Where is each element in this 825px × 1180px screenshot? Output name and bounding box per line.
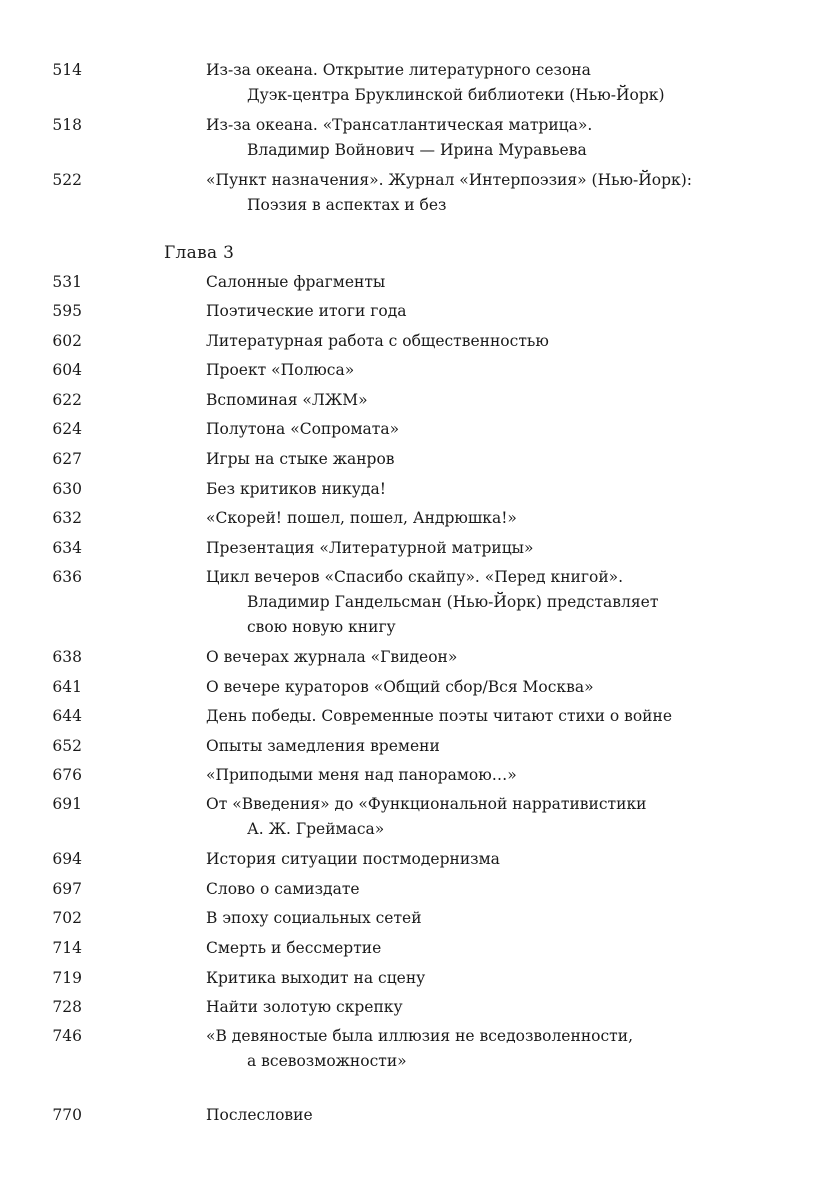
title-line: Владимир Гандельсман (Нью-Йорк) представляет [247, 593, 659, 611]
page-number: 627 [52, 450, 82, 468]
page-number: 702 [52, 909, 82, 927]
page-number: 531 [52, 273, 82, 291]
entry-title [206, 675, 786, 700]
title-line: День победы. Современные поэты читают стихи о войне [206, 707, 673, 725]
entry-title [206, 447, 786, 472]
page-number: 602 [52, 332, 82, 350]
entry-title [206, 565, 786, 640]
entry-title [206, 358, 786, 383]
title-line: а всевозможности» [247, 1052, 407, 1070]
page-number: 518 [52, 116, 82, 134]
title-line: О вечере кураторов «Общий сбор/Вся Москва» [206, 678, 594, 696]
entry-title [206, 966, 786, 991]
title-line: Найти золотую скрепку [206, 998, 403, 1016]
page-number: 691 [52, 795, 82, 813]
entry-title [206, 877, 786, 902]
title-line: Литературная работа с общественностью [206, 332, 549, 350]
title-line: Презентация «Литературной матрицы» [206, 539, 534, 557]
entry-title [206, 113, 786, 163]
entry-title [206, 388, 786, 413]
title-line: Смерть и бессмертие [206, 939, 382, 957]
entry-title [206, 506, 786, 531]
title-line: Из-за океана. «Трансатлантическая матрица». [206, 116, 593, 134]
page-number: 719 [52, 969, 82, 987]
page-number: 697 [52, 880, 82, 898]
page-number: 624 [52, 420, 82, 438]
title-line: О вечерах журнала «Гвидеон» [206, 648, 458, 666]
entry-title [206, 536, 786, 561]
title-line: Из-за океана. Открытие литературного сезона [206, 61, 591, 79]
page-number: 514 [52, 61, 82, 79]
entry-title [206, 847, 786, 872]
page-number: 632 [52, 509, 82, 527]
entry-title [206, 645, 786, 670]
title-line: Вспоминая «ЛЖМ» [206, 391, 368, 409]
entry-title [206, 270, 786, 295]
page-number: 714 [52, 939, 82, 957]
entry-title [206, 792, 786, 842]
page-number: 634 [52, 539, 82, 557]
page-number: 638 [52, 648, 82, 666]
title-line: «Приподыми меня над панорамою…» [206, 766, 517, 784]
title-line: В эпоху социальных сетей [206, 909, 422, 927]
entry-title [206, 299, 786, 324]
title-line: Игры на стыке жанров [206, 450, 395, 468]
chapter-title: Глава 3 [164, 243, 235, 263]
title-line: Опыты замедления времени [206, 737, 440, 755]
page-number: 770 [52, 1106, 82, 1124]
entry-title [206, 168, 786, 218]
entry-title [206, 58, 786, 108]
title-line: А. Ж. Греймаса» [247, 820, 385, 838]
page-number: 676 [52, 766, 82, 784]
entry-title [206, 1103, 786, 1128]
entry-title [206, 763, 786, 788]
entry-title [206, 906, 786, 931]
title-line: История ситуации постмодернизма [206, 850, 500, 868]
title-line: Полутона «Сопромата» [206, 420, 400, 438]
title-line: Дуэк-центра Бруклинской библиотеки (Нью-Йорк) [247, 86, 665, 104]
title-line: Слово о самиздате [206, 880, 360, 898]
entry-title [206, 995, 786, 1020]
title-line: Проект «Полюса» [206, 361, 355, 379]
entry-title [206, 1024, 786, 1074]
page-number: 746 [52, 1027, 82, 1045]
entry-title [206, 734, 786, 759]
title-line: «Скорей! пошел, пошел, Андрюшка!» [206, 509, 517, 527]
page-number: 644 [52, 707, 82, 725]
page-number: 522 [52, 171, 82, 189]
entry-title [206, 477, 786, 502]
page-number: 622 [52, 391, 82, 409]
title-line: От «Введения» до «Функциональной нарративистики [206, 795, 647, 813]
page-number: 595 [52, 302, 82, 320]
page-number: 641 [52, 678, 82, 696]
page-number: 636 [52, 568, 82, 586]
page-number: 652 [52, 737, 82, 755]
title-line: Поэтические итоги года [206, 302, 407, 320]
page-number: 694 [52, 850, 82, 868]
title-line: Послесловие [206, 1106, 313, 1124]
title-line: Без критиков никуда! [206, 480, 386, 498]
title-line: Критика выходит на сцену [206, 969, 426, 987]
entry-title [206, 704, 786, 729]
title-line: Салонные фрагменты [206, 273, 386, 291]
title-line: свою новую книгу [247, 618, 396, 636]
entry-title [206, 329, 786, 354]
title-line: Поэзия в аспектах и без [247, 196, 447, 214]
title-line: Владимир Войнович — Ирина Муравьева [247, 141, 587, 159]
title-line: «В девяностые была иллюзия не вседозволенности, [206, 1027, 633, 1045]
entry-title [206, 417, 786, 442]
page-number: 728 [52, 998, 82, 1016]
page-number: 604 [52, 361, 82, 379]
title-line: «Пункт назначения». Журнал «Интерпоэзия» (Нью-Йорк): [206, 171, 693, 189]
entry-title [206, 936, 786, 961]
page-number: 630 [52, 480, 82, 498]
title-line: Цикл вечеров «Спасибо скайпу». «Перед книгой». [206, 568, 624, 586]
